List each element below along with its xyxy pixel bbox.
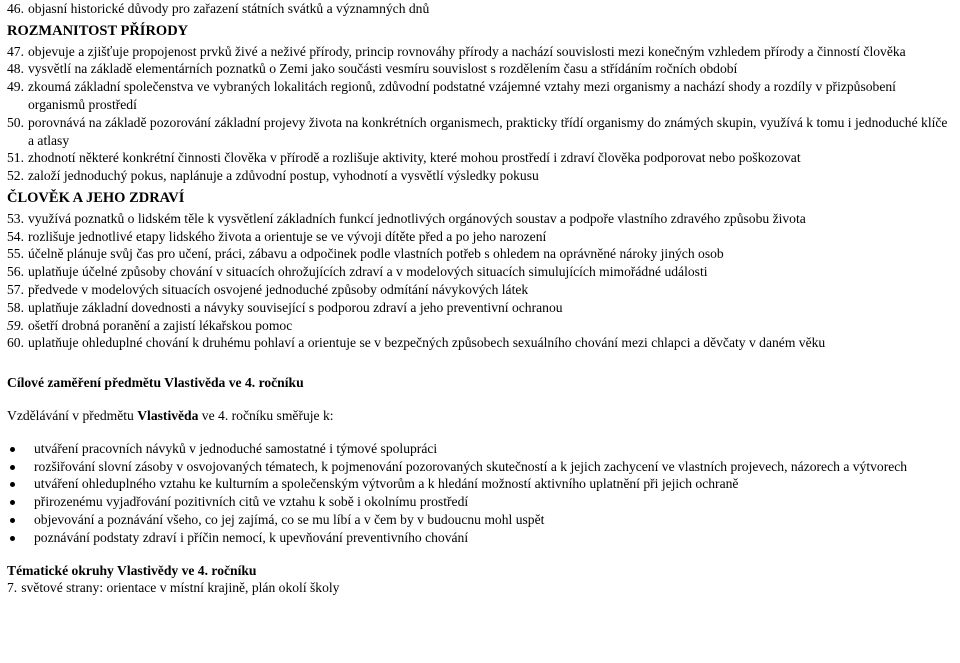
topics-list	[7, 579, 956, 597]
list-item	[7, 334, 956, 352]
item-text: světové strany: orientace v místní krajině, plán okolí školy	[21, 580, 340, 596]
intro-text-end: ve 4. ročníku směřuje k:	[198, 407, 334, 423]
list-item	[7, 228, 956, 246]
item-text: objevuje a zjišťuje propojenost prvků živé a neživé přírody, princip rovnováhy přírody a nachází souvislosti mezi konečným vzhledem přírody a činností člověka	[28, 43, 906, 59]
item-text: zhodnotí některé konkrétní činnosti člověka v přírodě a rozlišuje aktivity, které mohou prostředí i zdraví člověka podporovat nebo poškozovat	[28, 150, 801, 166]
item-text: uplatňuje účelné způsoby chování v situacích ohrožujících zdraví a v modelových situacích simulujících mimořádné události	[28, 264, 708, 280]
item-number: 49.	[7, 79, 24, 95]
item-text: zkoumá základní společenstva ve vybraných lokalitách regionů, zdůvodní podstatné vzájemné vztahy mezi organismy a nachází shody a rozdíly v přizpůsobení organismů prostředí	[28, 79, 896, 112]
item-number: 48.	[7, 61, 24, 77]
item-number: 7.	[7, 580, 18, 596]
list-item	[7, 579, 956, 597]
item-text: rozlišuje jednotlivé etapy lidského života a orientuje se ve vývoji dítěte před a po jeho narození	[28, 228, 547, 244]
item-text: uplatňuje základní dovednosti a návyky související s podporou zdraví a jeho preventivní ochranou	[28, 299, 563, 315]
item-number: 51.	[7, 150, 24, 166]
list-item	[7, 458, 956, 476]
section-heading-nature: ROZMANITOST PŘÍRODY	[7, 22, 189, 39]
list-item	[7, 0, 956, 18]
item-text: ošetří drobná poranění a zajistí lékařskou pomoc	[28, 317, 293, 333]
section-heading-health: ČLOVĚK A JEHO ZDRAVÍ	[7, 189, 185, 206]
list-item	[7, 475, 956, 493]
list-item	[7, 317, 956, 335]
list-item	[7, 281, 956, 299]
item-number: 52.	[7, 168, 24, 184]
item-number: 58.	[7, 299, 24, 315]
item-number: 54.	[7, 228, 24, 244]
bullet-text: objevování a poznávání všeho, co jej zajímá, co se mu líbí a v čem by v budoucnu mohl uspět	[34, 511, 545, 527]
bullet-icon	[10, 465, 15, 470]
nature-list	[7, 43, 956, 185]
item-text: uplatňuje ohleduplné chování k druhému pohlaví a orientuje se v bezpečných způsobech sexuálního chování mezi chlapci a děvčaty v daném věku	[28, 335, 826, 351]
item-number: 59.	[7, 317, 24, 333]
bullet-text: přirozenému vyjadřování pozitivních citů ve vztahu k sobě i okolnímu prostředí	[34, 494, 469, 510]
list-item	[7, 440, 956, 458]
item-text: využívá poznatků o lidském těle k vysvětlení základních funkcí jednotlivých orgánových soustav a podpoře vlastního zdravého způsobu života	[28, 210, 806, 226]
list-item	[7, 511, 956, 529]
item-number: 57.	[7, 281, 24, 297]
item-number: 55.	[7, 246, 24, 262]
item-text: porovnává na základě pozorování základní projevy života na konkrétních organismech, prakticky třídí organismy do známých skupin, využívá k tomu i jednoduché klíče a atlasy	[28, 114, 948, 148]
item-number: 60.	[7, 335, 24, 351]
list-item	[7, 493, 956, 511]
list-item	[7, 299, 956, 317]
goals-list	[7, 440, 956, 547]
item-text: předvede v modelových situacích osvojené jednoduché způsoby odmítání návykových látek	[28, 281, 529, 297]
item-number: 53.	[7, 210, 24, 226]
bullet-text: utváření ohleduplného vztahu ke kulturním a společenským výtvorům a k hledání možností aktivního uplatnění při jejich ochraně	[34, 476, 739, 492]
topics-title: Tématické okruhy Vlastivědy ve 4. ročníku	[7, 562, 257, 578]
list-item	[7, 245, 956, 263]
list-item	[7, 529, 956, 547]
list-item	[7, 60, 956, 78]
item-text: účelně plánuje svůj čas pro učení, práci, zábavu a odpočinek podle vlastních potřeb s ohledem na oprávněné nároky jiných osob	[28, 246, 724, 262]
list-item	[7, 114, 956, 150]
list-item	[7, 167, 956, 185]
item-text: vysvětlí na základě elementárních poznatků o Zemi jako součásti vesmíru souvislost s rozdělením času a střídáním ročních období	[28, 61, 738, 77]
subject-name: Vlastivěda	[137, 407, 199, 423]
item-text: založí jednoduchý pokus, naplánuje a zdůvodní postup, vyhodnotí a vysvětlí výsledky pokusu	[28, 168, 539, 184]
bullet-text: poznávání podstaty zdraví i příčin nemocí, k upevňování preventivního chování	[34, 529, 469, 545]
bullet-text: rozšiřování slovní zásoby v osvojovaných tématech, k pojmenování pozorovaných skutečností a k jejich zachycení ve vlastních projevech, názorech a výtvorech	[34, 458, 908, 474]
bullet-text: utváření pracovních návyků v jednoduché samostatné i týmové spolupráci	[34, 440, 438, 456]
top-list	[7, 0, 956, 18]
health-list	[7, 210, 956, 352]
item-number: 50.	[7, 114, 24, 130]
bullet-icon	[10, 482, 15, 487]
list-item	[7, 78, 956, 114]
bullet-icon	[10, 536, 15, 541]
bullet-icon	[10, 518, 15, 523]
list-item	[7, 263, 956, 281]
list-item	[7, 210, 956, 228]
goals-intro	[7, 407, 956, 425]
list-item	[7, 43, 956, 61]
list-item	[7, 149, 956, 167]
item-text: objasní historické důvody pro zařazení státních svátků a významných dnů	[28, 1, 430, 16]
item-number: 56.	[7, 264, 24, 280]
goals-title: Cílové zaměření předmětu Vlastivěda ve 4. ročníku	[7, 375, 304, 391]
item-number: 47.	[7, 43, 24, 59]
item-number: 46.	[7, 1, 24, 16]
bullet-icon	[10, 447, 15, 452]
bullet-icon	[10, 500, 15, 505]
intro-text: Vzdělávání v předmětu	[7, 407, 138, 423]
